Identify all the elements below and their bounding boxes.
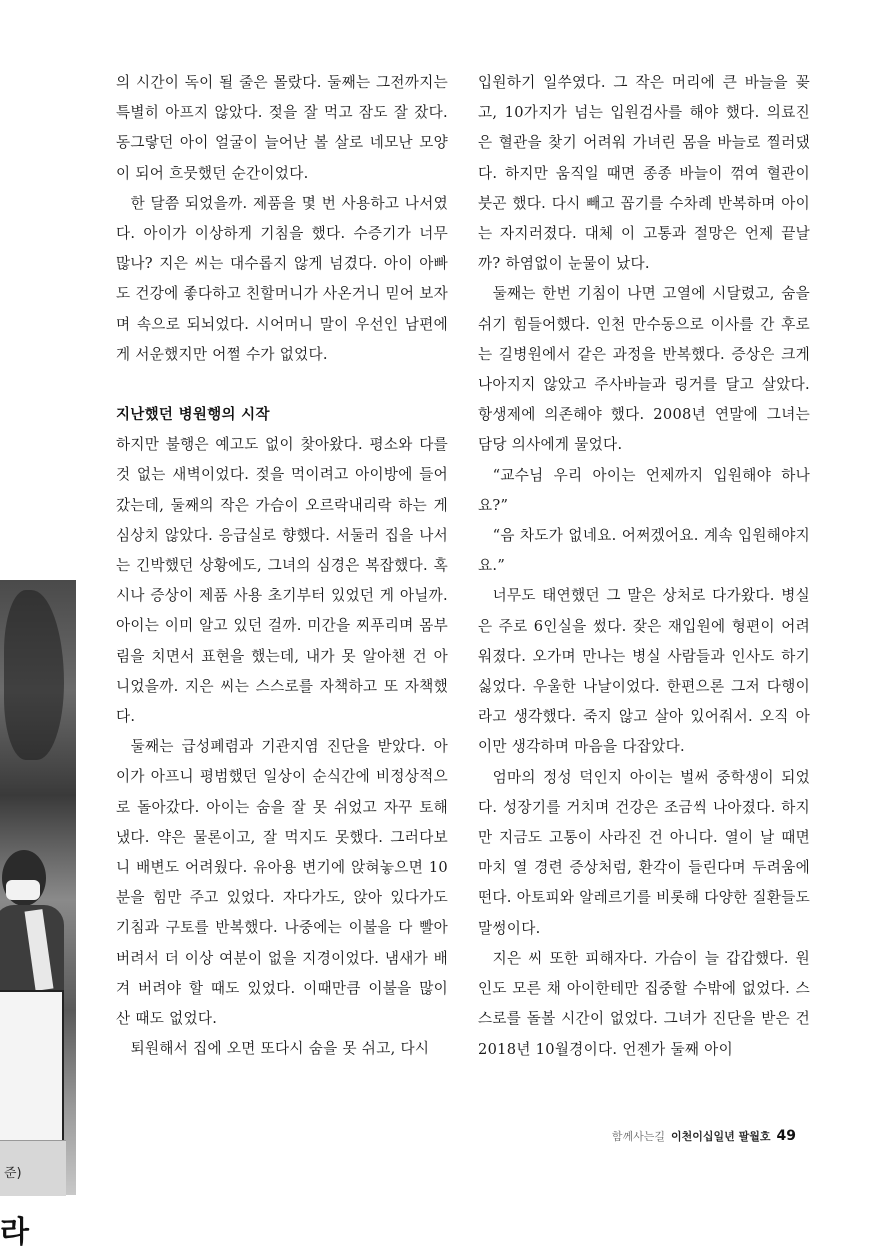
footer-publication: 함께사는길 — [611, 1130, 666, 1143]
protest-photo — [0, 580, 76, 1250]
article-paragraph: “음 차도가 없네요. 어쩌겠어요. 계속 입원해야지요.” — [478, 527, 810, 575]
left-paragraphs-before — [116, 68, 448, 370]
article-paragraph: 한 달쯤 되었을까. 제품을 몇 번 사용하고 나서였다. 아이가 이상하게 기침을 했다. 수증기가 너무 많나? 지은 씨는 대수롭지 않게 넘겼다. 아이 아빠도 건강에 좋다하고 친할머니가 사온거니 믿어 보자며 속으로 되뇌었다. 시어머니 말이 우선인 남편에게 서운했지만 어쩔 수가 없었다. — [116, 194, 448, 363]
article-paragraph: 너무도 태연했던 그 말은 상처로 다가왔다. 병실은 주로 6인실을 썼다. 잦은 재입원에 형편이 어려워졌다. 오가며 만나는 병실 사람들과 인사도 하기 싫었다. 우울한 나날이었다. 한편으론 그저 다행이라고 생각했다. 죽지 않고 살아 있어줘서. 오직 아이만 생각하며 마음을 다잡았다. — [478, 587, 810, 756]
footer-issue: 이천이십일년 팔월호 — [671, 1130, 771, 1143]
page-footer — [612, 1128, 796, 1144]
article-paragraph: 의 시간이 독이 될 줄은 몰랐다. 둘째는 그전까지는 특별히 아프지 않았다. 젖을 잘 먹고 잠도 잘 잤다. 동그랗던 아이 얼굴이 늘어난 볼 살로 네모난 모양이 되어 흐뭇했던 순간이었다. — [116, 74, 448, 182]
photo-caption: 준) — [4, 1166, 22, 1181]
photo-tree-shadow — [4, 590, 64, 760]
article-paragraph: 엄마의 정성 덕인지 아이는 벌써 중학생이 되었다. 성장기를 거치며 건강은 조금씩 나아졌다. 하지만 지금도 고통이 사라진 건 아니다. 열이 날 때면 마치 열 경련 증상처럼, 환각이 들린다며 두려움에 떤다. 아토피와 알레르기를 비롯해 다양한 질환들도 말썽이다. — [478, 768, 810, 937]
article-column-right — [478, 68, 810, 1065]
photo-protest-sign — [0, 990, 64, 1250]
article-paragraph: 입원하기 일쑤였다. 그 작은 머리에 큰 바늘을 꽂고, 10가지가 넘는 입원검사를 해야 했다. 의료진은 혈관을 찾기 어려워 가녀린 몸을 바늘로 찔러댔다. 하지만 움직일 때면 종종 바늘이 꺾여 혈관이 붓곤 했다. 다시 빼고 꼽기를 수차례 반복하며 아이는 자지러졌다. 대체 이 고통과 절망은 언제 끝날까? 하염없이 눈물이 났다. — [478, 74, 810, 273]
photo-face-mask — [6, 880, 40, 900]
article-column-left — [116, 68, 448, 1065]
photo-sign-text: 라 — [0, 1215, 29, 1250]
article-paragraph: 둘째는 한번 기침이 나면 고열에 시달렸고, 숨을 쉬기 힘들어했다. 인천 만수동으로 이사를 간 후로는 길병원에서 같은 과정을 반복했다. 증상은 크게 나아지지 않았고 주사바늘과 링거를 달고 살았다. 항생제에 의존해야 했다. 2008년 연말에 그녀는 담당 의사에게 물었다. — [478, 285, 810, 454]
article-paragraph: 지은 씨 또한 피해자다. 가슴이 늘 갑갑했다. 원인도 모른 채 아이한테만 집중할 수밖에 없었다. 스스로를 돌볼 시간이 없었다. 그녀가 진단을 받은 건 2018년 10월경이다. 언젠가 둘째 아이 — [478, 949, 810, 1058]
article-paragraph: 퇴원해서 집에 오면 또다시 숨을 못 쉬고, 다시 — [130, 1040, 430, 1058]
left-paragraphs-after — [116, 430, 448, 1064]
section-subheading: 지난했던 병원행의 시작 — [116, 407, 270, 424]
right-paragraphs — [478, 68, 810, 1065]
article-paragraph: 둘째는 급성폐렴과 기관지염 진단을 받았다. 아이가 아프니 평범했던 일상이 순식간에 비정상적으로 돌아갔다. 아이는 숨을 잘 못 쉬었고 자꾸 토해냈다. 약은 물론이고, 잘 먹지도 못했다. 그러다보니 배변도 어려웠다. 유아용 변기에 앉혀놓으면 10분을 힘만 주고 있었다. 자다가도, 앉아 있다가도 기침과 구토를 반복했다. 나중에는 이불을 다 빨아버려서 더 이상 여분이 없을 지경이었다. 냄새가 배겨 버려야 할 때도 있었다. 이때만큼 이불을 많이 산 때도 없었다. — [116, 738, 448, 1028]
article-paragraph: “교수님 우리 아이는 언제까지 입원해야 하나요?” — [478, 466, 810, 514]
article-paragraph: 하지만 불행은 예고도 없이 찾아왔다. 평소와 다를 것 없는 새벽이었다. 젖을 먹이려고 아이방에 들어갔는데, 둘째의 작은 가슴이 오르락내리락 하는 게 심상치 않았다. 응급실로 향했다. 서둘러 집을 나서는 긴박했던 상황에도, 그녀의 심경은 복잡했다. 혹시나 증상이 제품 사용 초기부터 있었던 게 아닐까. 아이는 이미 알고 있던 걸까. 미간을 찌푸리며 몸부림을 치면서 표현을 했는데, 내가 못 알아챈 건 아니었을까. 지은 씨는 스스로를 자책하고 또 자책했다. — [116, 436, 448, 726]
page-number: 49 — [776, 1128, 796, 1144]
